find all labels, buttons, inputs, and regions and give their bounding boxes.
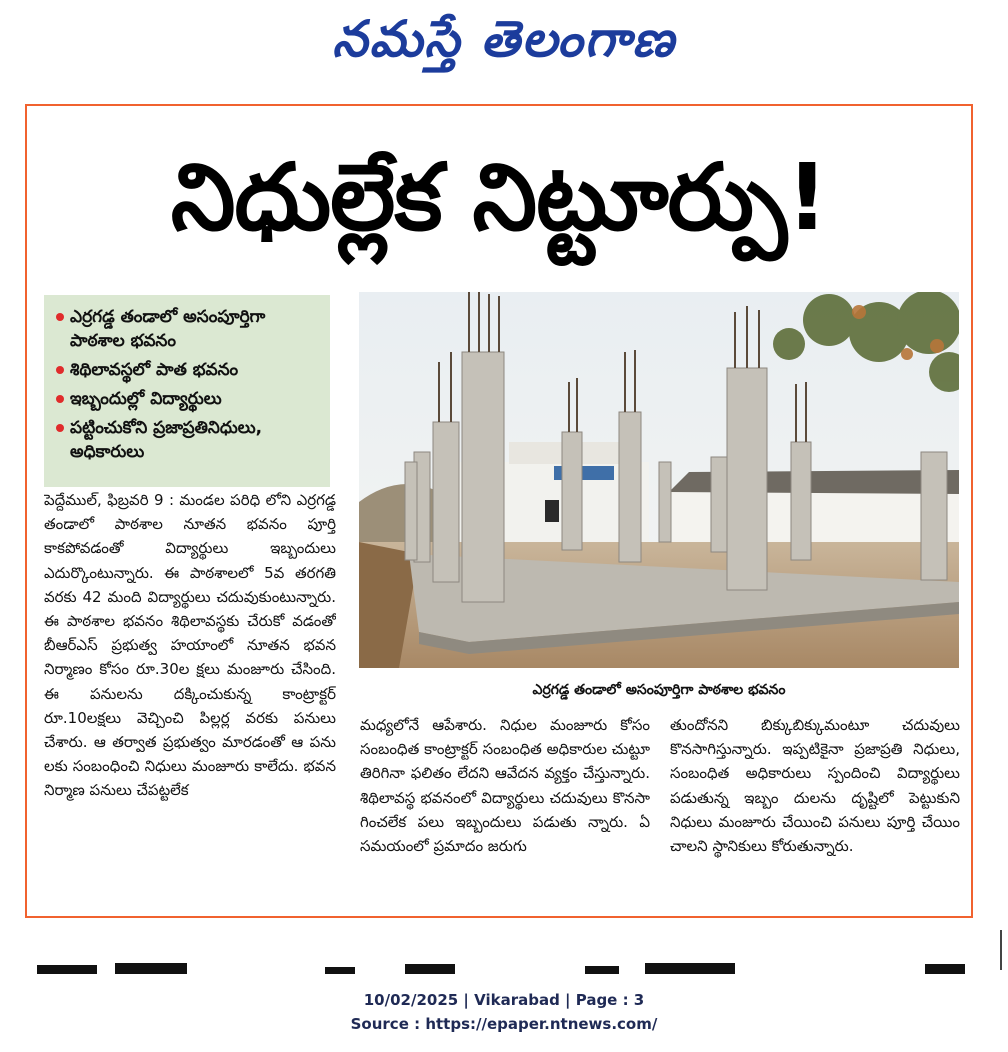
article-photo [359, 292, 959, 668]
bullet-icon [56, 424, 64, 432]
edition-info: 10/02/2025 | Vikarabad | Page : 3 [363, 991, 645, 1009]
photo-caption: ఎర్రగడ్డ తండాలో అసంపూర్తిగా పాఠశాల భవనం [532, 682, 786, 698]
highlight-item [56, 305, 322, 353]
next-article-cropped-headline [25, 960, 973, 974]
source-link[interactable]: Source : https://epaper.ntnews.com/ [350, 1015, 658, 1033]
bullet-icon [56, 395, 64, 403]
article-column-2: మధ్యలోనే ఆపేశారు. నిధుల మంజూరు కోసం సంబంధిత కాంట్రాక్టర్ సంబంధిత అధికారుల చుట్టూ తిరిగినా ఫలితం లేదని ఆవేదన వ్యక్తం చేస్తున్నారు. శిథిలావస్థ భవనంలో విద్యార్థులు చదువులు కొనసా గించలేక పలు ఇబ్బందులు పడుతు న్నారు. ఏ సమయంలో ప్రమాదం జరుగు [360, 716, 650, 856]
article-column-3: తుందోనని బిక్కుబిక్కుమంటూ చదువులు కొనసాగిస్తున్నారు. ఇప్పటికైనా ప్రజాప్రతి నిధులు, సంబంధిత అధికారులు స్పందించి విద్యార్థులు పడుతున్న ఇబ్బం దులను దృష్టిలో పెట్టుకుని నిధులు మంజూరు చేయించి పనులు పూర్తి చేయిం చాలని స్థానికులు కోరుతున్నారు. [670, 716, 960, 856]
construction-site-photo [359, 292, 959, 668]
highlight-text: శిథిలావస్థలో పాత భవనం [70, 360, 239, 380]
page-edge-mark [1000, 930, 1002, 970]
highlights-box [44, 295, 330, 487]
newspaper-masthead: నమస్తే తెలంగాణ [332, 10, 676, 68]
highlight-text: ఎర్రగడ్డ తండాలో అసంపూర్తిగా పాఠశాల భవనం [70, 307, 266, 351]
bullet-icon [56, 313, 64, 321]
highlight-item [56, 387, 322, 411]
article-headline: నిధుల్లేక నిట్టూర్పు! [170, 144, 828, 251]
page-footer [0, 988, 1008, 1036]
highlight-item [56, 358, 322, 382]
highlight-text: పట్టించుకోని ప్రజాప్రతినిధులు, అధికారులు [70, 418, 263, 462]
bullet-icon [56, 366, 64, 374]
highlight-text: ఇబ్బందుల్లో విద్యార్థులు [70, 389, 222, 409]
highlight-item [56, 416, 322, 464]
article-column-1: పెద్దేముల్, ఫిబ్రవరి 9 : మండల పరిధి లోని ఎర్రగడ్డ తండాలో పాఠశాల నూతన భవనం పూర్తి కాకపోవడంతో విద్యార్థులు ఇబ్బందులు ఎదుర్కొంటున్నారు. ఈ పాఠశాలలో 5వ తరగతి వరకు 42 మంది విద్యార్థులు చదువుకుంటున్నారు. ఈ పాఠశాల భవనం శిథిలావస్థకు చేరుకో వడంతో బీఆర్ఎస్ ప్రభుత్వ హయాంలో నూతన భవన నిర్మాణం కోసం రూ.30ల క్షలు మంజూరు చేసింది. ఈ పనులను దక్కించుకున్న కాంట్రాక్టర్ రూ.10లక్షలు వెచ్చించి పిల్లర్ల వరకు పనులు చేశారు. ఆ తర్వాత ప్రభుత్వం మారడంతో ఆ పను లకు సంబంధించి నిధులు మంజూరు కాలేదు. భవన నిర్మాణ పనులు చేపట్టలేక [44, 491, 336, 800]
